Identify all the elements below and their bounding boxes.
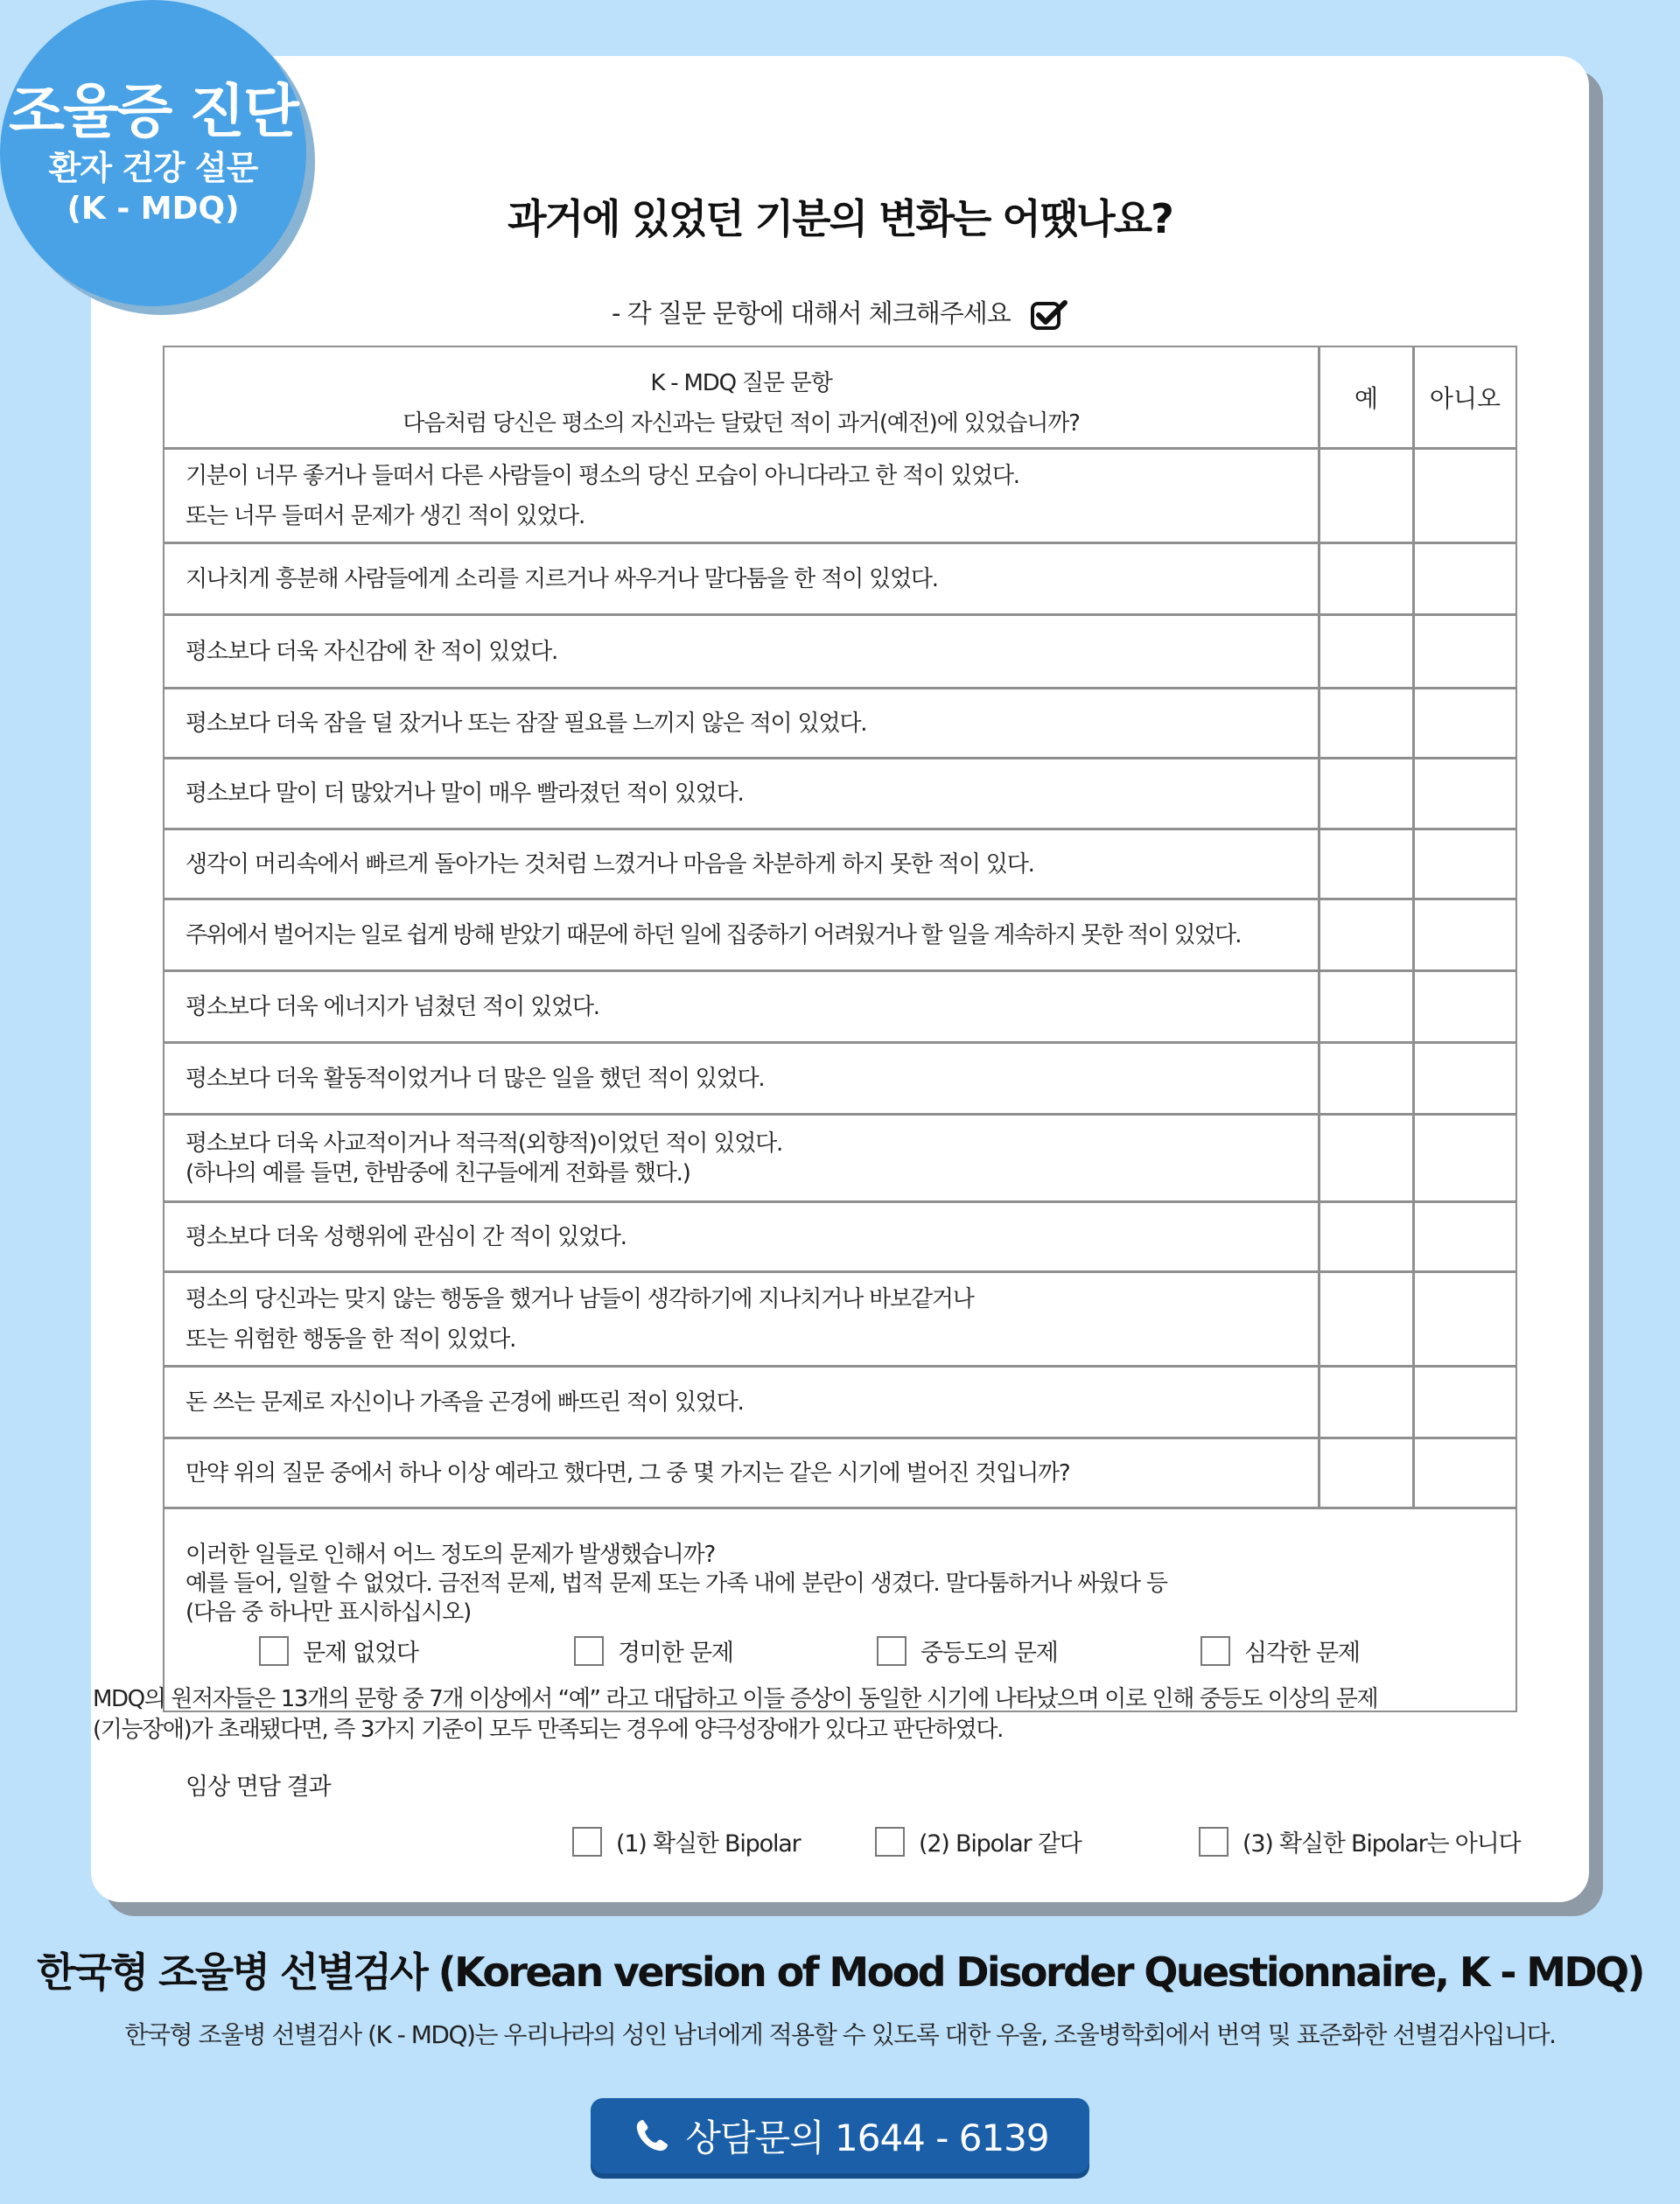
no-checkbox-cell[interactable]: [1415, 1368, 1516, 1437]
impact-text: [186, 1541, 1167, 1627]
page-title: 과거에 있었던 기분의 변화는 어땠나요?: [508, 195, 1172, 242]
question-text-cont: 또는 위험한 행동을 한 적이 있었다.: [186, 1326, 516, 1353]
no-checkbox-cell[interactable]: [1415, 544, 1516, 613]
question-row: [164, 972, 1516, 1044]
checkbox[interactable]: [574, 1636, 604, 1666]
question-row: [164, 1044, 1516, 1116]
question-text: 평소의 당신과는 맞지 않는 행동을 했거나 남들이 생각하기에 지나치거나 바보같거나: [186, 1285, 974, 1312]
question-cell: [164, 759, 1320, 828]
checkbox[interactable]: [1200, 1636, 1230, 1666]
yes-checkbox-cell[interactable]: [1320, 1273, 1415, 1365]
question-row: [164, 450, 1516, 544]
table-header-row: [164, 347, 1516, 450]
title-badge: [0, 0, 306, 306]
header-yes-cell: [1320, 347, 1415, 447]
question-text: 기분이 너무 좋거나 들떠서 다른 사람들이 평소의 당신 모습이 아니다라고 한 적이 있었다.: [186, 462, 1019, 489]
impact-section: [164, 1509, 1516, 1712]
question-row: [164, 759, 1516, 830]
clinical-result-label: 임상 면담 결과: [186, 1774, 331, 1801]
question-row: [164, 830, 1516, 900]
yes-checkbox-cell[interactable]: [1320, 1203, 1415, 1270]
clinical-option-not[interactable]: [1199, 1824, 1520, 1858]
question-text: 지나치게 흥분해 사람들에게 소리를 지르거나 싸우거나 말다툼을 한 적이 있었다.: [186, 565, 938, 592]
instruction: [91, 294, 1589, 331]
contact-button[interactable]: [591, 2098, 1089, 2173]
header-yes: 예: [1354, 384, 1379, 413]
clinical-option-likely[interactable]: [875, 1824, 1082, 1858]
question-row: [164, 1116, 1516, 1203]
instruction-text: - 각 질문 문항에 대해서 체크해주세요: [612, 298, 1011, 328]
no-checkbox-cell[interactable]: [1415, 1273, 1516, 1365]
question-text: 생각이 머리속에서 빠르게 돌아가는 것처럼 느꼈거나 마음을 차분하게 하지 못한 적이 있다.: [186, 850, 1034, 878]
question-cell: [164, 972, 1320, 1041]
badge-title: 조울증 진단: [9, 78, 298, 145]
checkbox[interactable]: [877, 1636, 906, 1666]
option-label: 심각한 문제: [1244, 1640, 1360, 1667]
question-text-cont: 또는 너무 들떠서 문제가 생긴 적이 있었다.: [186, 502, 585, 529]
question-row: [164, 1203, 1516, 1273]
question-text: 주위에서 벌어지는 일로 쉽게 방해 받았기 때문에 하던 일에 집중하기 어려웠거나 할 일을 계속하지 못한 적이 있었다.: [186, 921, 1241, 948]
checkbox[interactable]: [572, 1827, 602, 1857]
no-checkbox-cell[interactable]: [1415, 900, 1516, 969]
question-text: 평소보다 더욱 사교적이거나 적극적(외향적)이었던 적이 있었다.: [186, 1130, 783, 1157]
impact-option-moderate[interactable]: [877, 1634, 1058, 1668]
question-text-cont: (하나의 예를 들면, 한밤중에 친구들에게 전화를 했다.): [186, 1159, 690, 1186]
question-cell: [164, 1044, 1320, 1113]
impact-example: 예를 들어, 일할 수 없었다. 금전적 문제, 법적 문제 또는 가족 내에 분란이 생겼다. 말다툼하거나 싸웠다 등: [186, 1571, 1167, 1597]
question-text: 평소보다 더욱 에너지가 넘쳤던 적이 있었다.: [186, 993, 599, 1020]
question-text: 평소보다 더욱 성행위에 관심이 간 적이 있었다.: [186, 1223, 626, 1250]
question-cell: [164, 1368, 1320, 1437]
impact-option-severe[interactable]: [1200, 1634, 1360, 1668]
question-row: [164, 616, 1516, 689]
questionnaire-card: [91, 56, 1589, 1902]
question-row: [164, 1439, 1516, 1509]
header-no-cell: [1415, 347, 1516, 447]
yes-checkbox-cell[interactable]: [1320, 689, 1415, 757]
checkbox[interactable]: [259, 1636, 289, 1666]
clinical-option-definite[interactable]: [572, 1824, 801, 1858]
option-label: (1) 확실한 Bipolar: [616, 1830, 801, 1858]
yes-checkbox-cell[interactable]: [1320, 972, 1415, 1041]
no-checkbox-cell[interactable]: [1415, 759, 1516, 828]
question-cell: [164, 830, 1320, 898]
yes-checkbox-cell[interactable]: [1320, 900, 1415, 969]
question-cell: [164, 616, 1320, 687]
yes-checkbox-cell[interactable]: [1320, 1439, 1415, 1507]
option-label: (3) 확실한 Bipolar는 아니다: [1242, 1830, 1521, 1858]
header-title: K - MDQ 질문 문항: [650, 370, 832, 396]
yes-checkbox-cell[interactable]: [1320, 616, 1415, 687]
no-checkbox-cell[interactable]: [1415, 689, 1516, 757]
phone-icon: [631, 2115, 673, 2157]
yes-checkbox-cell[interactable]: [1320, 1368, 1415, 1437]
yes-checkbox-cell[interactable]: [1320, 759, 1415, 828]
header-no: 아니오: [1429, 384, 1502, 413]
question-row: [164, 1368, 1516, 1439]
option-label: (2) Bipolar 같다: [919, 1830, 1082, 1858]
checkbox[interactable]: [875, 1827, 905, 1857]
option-label: 중등도의 문제: [920, 1640, 1058, 1667]
no-checkbox-cell[interactable]: [1415, 1044, 1516, 1113]
footer-description: 한국형 조울병 선별검사 (K - MDQ)는 우리나라의 성인 남녀에게 적용할 수 있도록 대한 우울, 조울병학회에서 번역 및 표준화한 선별검사입니다.: [124, 2020, 1556, 2049]
question-row: [164, 544, 1516, 616]
yes-checkbox-cell[interactable]: [1320, 1044, 1415, 1113]
yes-checkbox-cell[interactable]: [1320, 544, 1415, 613]
question-cell: [164, 1203, 1320, 1270]
no-checkbox-cell[interactable]: [1415, 972, 1516, 1041]
question-cell: [164, 689, 1320, 757]
header-subtitle: 다음처럼 당신은 평소의 자신과는 달랐던 적이 과거(예전)에 있었습니까?: [402, 410, 1080, 437]
question-cell: [164, 544, 1320, 613]
contact-text: 상담문의 1644 - 6139: [685, 2117, 1049, 2159]
checkbox[interactable]: [1199, 1827, 1228, 1857]
question-text: 평소보다 더욱 활동적이었거나 더 많은 일을 했던 적이 있었다.: [186, 1065, 765, 1092]
scoring-note: [93, 1684, 1377, 1746]
no-checkbox-cell[interactable]: [1415, 450, 1516, 542]
checkbox-checked-icon: [1030, 299, 1068, 331]
yes-checkbox-cell[interactable]: [1320, 450, 1415, 542]
impact-question: 이러한 일들로 인해서 어느 정도의 문제가 발생했습니까?: [186, 1542, 716, 1568]
impact-option-none[interactable]: [259, 1634, 418, 1668]
note-line2: (기능장애)가 초래됐다면, 즉 3가지 기준이 모두 만족되는 경우에 양극성장애가 있다고 판단하였다.: [93, 1717, 1003, 1743]
question-cell: [164, 1116, 1320, 1200]
header-question-cell: [164, 347, 1320, 447]
question-cell: [164, 1439, 1320, 1507]
yes-checkbox-cell[interactable]: [1320, 1116, 1415, 1200]
header-text: [164, 363, 1318, 444]
option-label: 문제 없었다: [303, 1640, 418, 1667]
question-text: 돈 쓰는 문제로 자신이나 가족을 곤경에 빠뜨린 적이 있었다.: [186, 1389, 744, 1416]
no-checkbox-cell[interactable]: [1415, 830, 1516, 898]
question-text: 평소보다 더욱 자신감에 찬 적이 있었다.: [186, 638, 558, 665]
no-checkbox-cell[interactable]: [1415, 1439, 1516, 1507]
no-checkbox-cell[interactable]: [1415, 1116, 1516, 1200]
no-checkbox-cell[interactable]: [1415, 1203, 1516, 1270]
option-label: 경미한 문제: [618, 1640, 733, 1667]
question-text: 평소보다 더욱 잠을 덜 잤거나 또는 잠잘 필요를 느끼지 않은 적이 있었다.: [186, 710, 867, 737]
note-line1: MDQ의 원저자들은 13개의 문항 중 7개 이상에서 “예” 라고 대답하고 이들 증상이 동일한 시기에 나타났으며 이로 인해 중등도 이상의 문제: [93, 1686, 1378, 1712]
question-text: 평소보다 말이 더 많았거나 말이 매우 빨라졌던 적이 있었다.: [186, 780, 744, 807]
impact-instruction: (다음 중 하나만 표시하십시오): [186, 1599, 472, 1626]
question-row: [164, 689, 1516, 759]
impact-option-mild[interactable]: [574, 1634, 733, 1668]
question-cell: [164, 900, 1320, 969]
footer-title: 한국형 조울병 선별검사 (Korean version of Mood Disorder Questionnaire, K - MDQ): [37, 1949, 1643, 1996]
badge-subtitle: 환자 건강 설문: [48, 149, 258, 187]
question-cell: [164, 450, 1320, 542]
question-cell: [164, 1273, 1320, 1365]
question-row: [164, 900, 1516, 972]
question-text: 만약 위의 질문 중에서 하나 이상 예라고 했다면, 그 중 몇 가지는 같은 시기에 벌어진 것입니까?: [186, 1459, 1070, 1487]
badge-code: (K - MDQ): [66, 191, 240, 227]
yes-checkbox-cell[interactable]: [1320, 830, 1415, 898]
question-row: [164, 1273, 1516, 1368]
no-checkbox-cell[interactable]: [1415, 616, 1516, 687]
questionnaire-table: [163, 346, 1517, 1712]
